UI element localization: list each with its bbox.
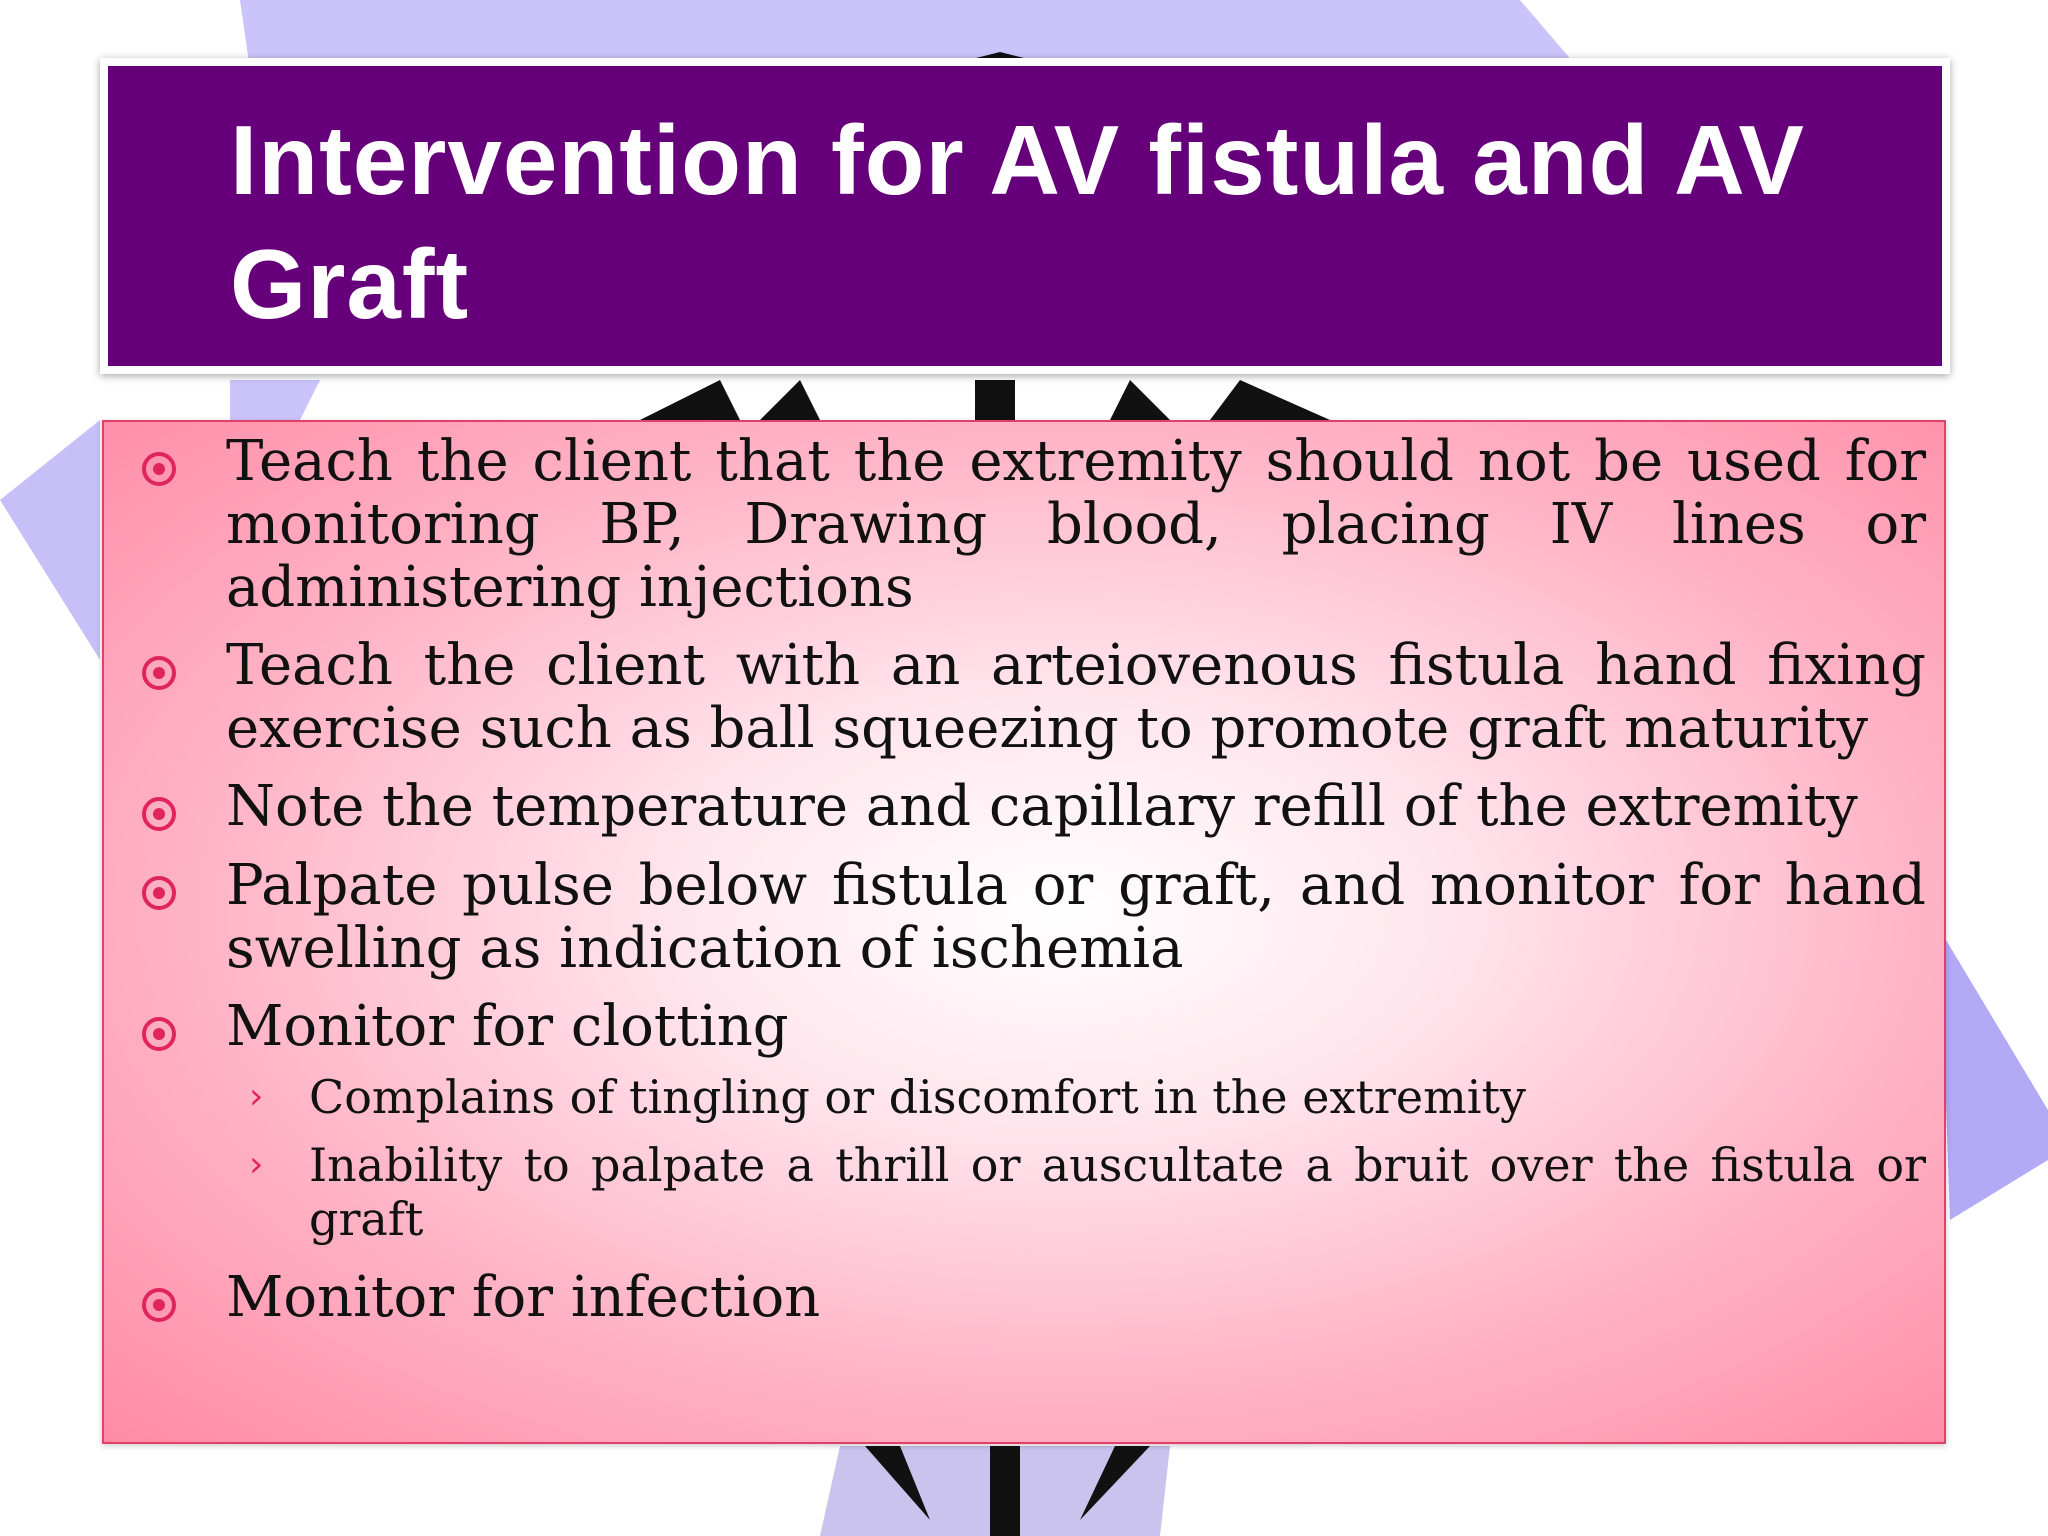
lavender-shape-left (0, 420, 100, 660)
bullet-circle-icon (142, 876, 176, 910)
bullet-text: Monitor for clotting (226, 994, 789, 1059)
chevron-right-icon: › (249, 1144, 264, 1185)
bullet-circle-icon (142, 797, 176, 831)
slide-title: Intervention for AV fistula and AV Graft (230, 105, 1805, 339)
bullet-text: Note the temperature and capillary refill of the extremity (226, 774, 1858, 839)
sub-bullet-text: Complains of tingling or discomfort in the extremity (309, 1070, 1526, 1124)
bullet-circle-icon (142, 1017, 176, 1051)
bullet-circle-icon (142, 656, 176, 690)
bullet-text: Palpate pulse below fistula or graft, and monitor for hand swelling as indication of ischemia (226, 853, 1926, 981)
bullet-circle-icon (142, 1288, 176, 1322)
lavender-shape-left-top (230, 380, 320, 420)
content-panel (102, 420, 1946, 1444)
title-banner (100, 58, 1950, 374)
lavender-shape-right (1940, 930, 2048, 1220)
bullet-text: Teach the client with an arteiovenous fistula hand fixing exercise such as ball squeezing to promote graft maturity (226, 633, 1926, 761)
bullet-text: Monitor for infection (226, 1265, 821, 1330)
sub-bullet-text: Inability to palpate a thrill or auscultate a bruit over the fistula or graft (309, 1138, 1926, 1246)
chevron-right-icon: › (249, 1076, 264, 1117)
bullet-circle-icon (142, 452, 176, 486)
bullet-text: Teach the client that the extremity should not be used for monitoring BP, Drawing blood, placing IV lines or administering injections (226, 429, 1926, 620)
